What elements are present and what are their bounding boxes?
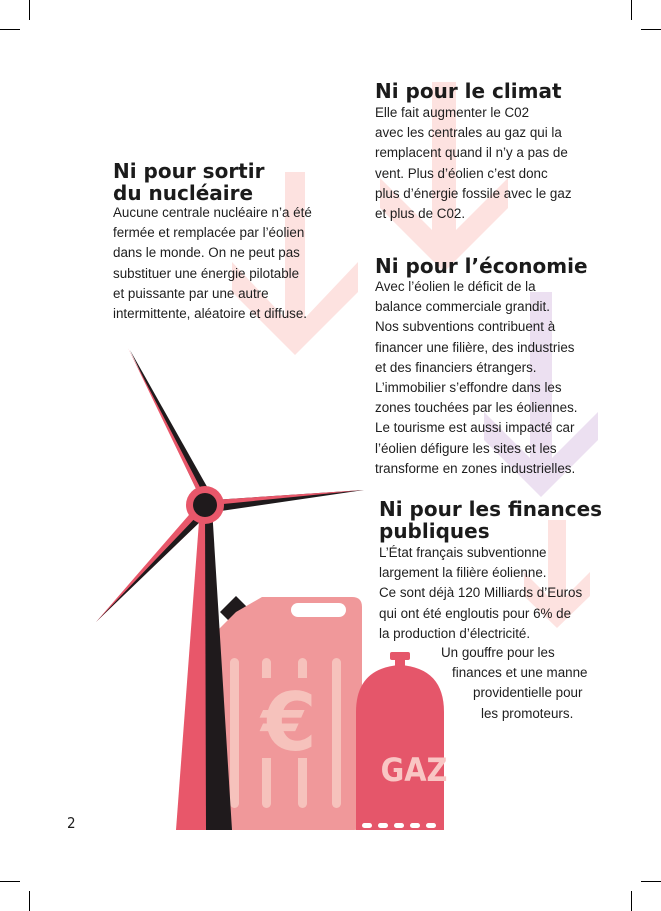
gas-bottle-base-slot <box>410 823 420 828</box>
turbine-tower-light <box>176 508 210 830</box>
gas-bottle-base-slot <box>394 823 404 828</box>
jerrycan-groove <box>230 658 239 808</box>
turbine-hub <box>193 493 217 517</box>
paragraph-finances: L’État français subventionne largement la filière éolienne. Ce sont déjà 120 Milliards d’Euros qui ont été engloutis pour 6% de la production d’électricité. <box>379 545 583 641</box>
gas-bottle-body <box>356 665 444 830</box>
turbine-blade-bottom <box>96 508 204 622</box>
euro-symbol: € <box>261 676 317 769</box>
paragraph-economie: Avec l’éolien le déficit de la balance commerciale grandit. Nos subventions contribuent à financer une filière, des industries et des financiers étrangers. L’immobilier s’effondre dans les zones touchées par les éoliennes. Le tourisme est aussi impacté car l’éolien défigure les sites et les transforme en zones industrielles. <box>375 279 578 476</box>
gas-bottle-label-text: GAZ <box>380 751 448 789</box>
paragraph-finances-conclusion: Un gouffre pour les finances et une manne providentielle pour les promoteurs. <box>441 645 588 721</box>
gas-bottle-base-slot <box>362 823 372 828</box>
jerrycan-groove <box>332 658 341 808</box>
jerrycan <box>216 596 362 830</box>
heading-climat: Ni pour le climat <box>375 79 562 103</box>
jerrycan-handle-hole <box>291 603 346 617</box>
heading-finances: Ni pour les finances publiques <box>379 497 603 543</box>
heading-nucleaire: Ni pour sortir du nucléaire <box>113 159 265 205</box>
gas-bottle <box>356 652 447 830</box>
gas-bottle-base-slot <box>378 823 388 828</box>
page-number: 2 <box>67 814 76 832</box>
gas-bottle-base-slot <box>426 823 436 828</box>
turbine-blade-bottom-accent <box>96 513 204 622</box>
heading-economie: Ni pour l’économie <box>375 254 588 278</box>
paragraph-nucleaire: Aucune centrale nucléaire n’a été fermée et remplacée par l’éolien dans le monde. On ne peut pas substituer une énergie pilotable et puissante par une autre intermittente, aléatoire et diffuse. <box>113 205 312 322</box>
turbine-blade-top <box>130 350 210 495</box>
paragraph-climat: Elle fait augmenter le C02 avec les centrales au gaz qui la remplacent quand il n’y a pas de vent. Plus d’éolien c’est donc plus d’énergie fossile avec le gaz et plus de C02. <box>375 105 572 222</box>
turbine-blade-top-accent <box>128 348 203 495</box>
